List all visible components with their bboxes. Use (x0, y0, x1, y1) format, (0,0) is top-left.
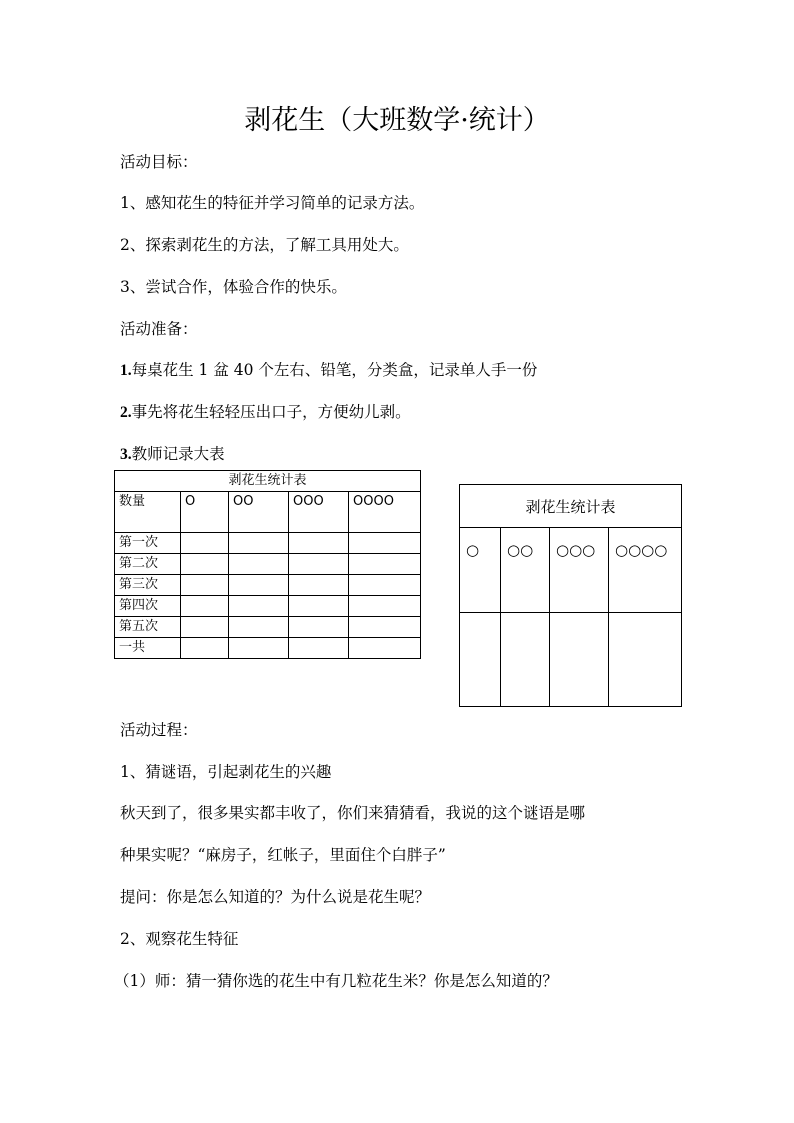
table-cell (609, 613, 682, 707)
paragraph: 提问：你是怎么知道的？为什么说是花生呢？ (120, 888, 431, 906)
table-cell (349, 638, 421, 659)
table-row (115, 554, 421, 575)
prep-heading: 活动准备： (120, 320, 198, 338)
table-cell (289, 638, 349, 659)
table-cell (289, 575, 349, 596)
header-cell: OO (229, 492, 289, 533)
table-cell (181, 575, 229, 596)
step-heading: 1、猜谜语，引起剥花生的兴趣 (120, 763, 332, 781)
page-title: 剥花生（大班数学·统计） (244, 105, 550, 136)
table-cell (349, 533, 421, 554)
table-cell (229, 638, 289, 659)
prep-item (120, 400, 411, 422)
goal-item: 3、尝试合作，体验合作的快乐。 (120, 278, 347, 296)
goals-heading: 活动目标： (120, 153, 198, 171)
table-cell (181, 533, 229, 554)
prep-number: 3. (120, 446, 132, 463)
row-label: 第五次 (115, 617, 181, 638)
table-row (115, 533, 421, 554)
header-cell: ○○○○ (609, 528, 682, 613)
goal-item: 2、探索剥花生的方法，了解工具用处大。 (120, 236, 409, 254)
table-cell (289, 617, 349, 638)
table-cell (289, 596, 349, 617)
peanut-stats-table-large (459, 484, 682, 707)
prep-number: 1. (120, 362, 132, 379)
table-cell (349, 617, 421, 638)
table-cell (501, 613, 550, 707)
paragraph: 秋天到了，很多果实都丰收了，你们来猜猜看，我说的这个谜语是哪 (120, 804, 586, 822)
table-cell (181, 638, 229, 659)
prep-number: 2. (120, 404, 132, 421)
table-cell (229, 617, 289, 638)
prep-text: 事先将花生轻轻压出口子，方便幼儿剥。 (131, 403, 411, 421)
row-label: 第二次 (115, 554, 181, 575)
table-cell (229, 596, 289, 617)
header-cell: ○○○ (550, 528, 609, 613)
table-caption: 剥花生统计表 (115, 471, 421, 492)
prep-text: 每桌花生 1 盆 40 个左右、铅笔，分类盒，记录单人手一份 (131, 361, 538, 379)
table-cell (229, 575, 289, 596)
table-cell (349, 575, 421, 596)
table-cell (289, 533, 349, 554)
table-cell (181, 617, 229, 638)
table-cell (550, 613, 609, 707)
table-row (115, 638, 421, 659)
table-cell (349, 596, 421, 617)
paragraph: 种果实呢？“麻房子，红帐子，里面住个白胖子” (120, 846, 446, 864)
table-cell (349, 554, 421, 575)
table-cell (181, 554, 229, 575)
header-cell: ○○ (501, 528, 550, 613)
table-cell (229, 533, 289, 554)
table-cell (181, 596, 229, 617)
row-label: 第四次 (115, 596, 181, 617)
prep-item (120, 358, 537, 380)
table-row (115, 617, 421, 638)
table-cell (229, 554, 289, 575)
table-row (460, 613, 682, 707)
header-cell: OOO (289, 492, 349, 533)
table-row (115, 575, 421, 596)
header-cell: OOOO (349, 492, 421, 533)
table-cell (289, 554, 349, 575)
table-cell (460, 613, 501, 707)
goal-item: 1、感知花生的特征并学习简单的记录方法。 (120, 194, 425, 212)
table-caption: 剥花生统计表 (460, 485, 682, 528)
step-heading: 2、观察花生特征 (120, 930, 239, 948)
header-cell: 数量 (115, 492, 181, 533)
paragraph: （1）师：猜一猜你选的花生中有几粒花生米？你是怎么知道的？ (114, 972, 558, 990)
row-label: 第一次 (115, 533, 181, 554)
prep-item (120, 442, 225, 464)
header-cell: O (181, 492, 229, 533)
prep-text: 教师记录大表 (131, 445, 225, 463)
row-label: 第三次 (115, 575, 181, 596)
peanut-stats-table-small (114, 470, 421, 659)
header-cell: ○ (460, 528, 501, 613)
row-label: 一共 (115, 638, 181, 659)
process-heading: 活动过程： (120, 721, 198, 739)
table-row (115, 596, 421, 617)
